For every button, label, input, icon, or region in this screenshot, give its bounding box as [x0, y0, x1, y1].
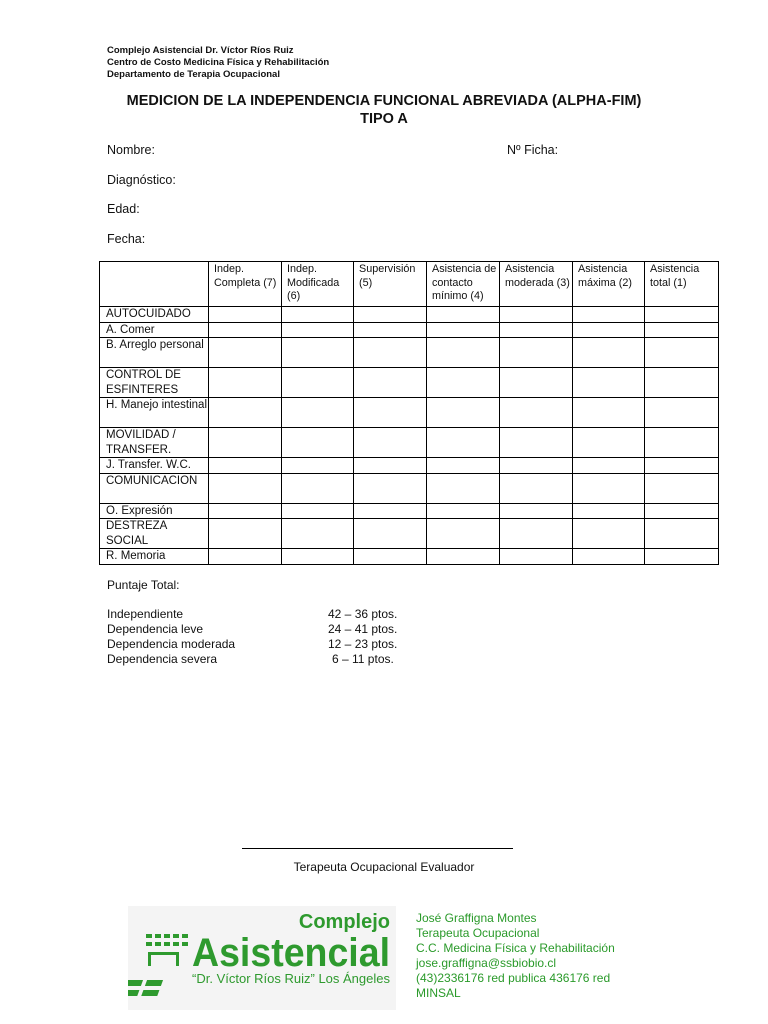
table-row — [100, 549, 719, 565]
institution-header — [107, 45, 329, 81]
table-row — [100, 338, 719, 368]
row-label: CONTROL DE ESFINTERES — [100, 368, 209, 398]
score-cell[interactable] — [209, 398, 282, 428]
score-levels — [107, 607, 235, 667]
score-cell[interactable] — [282, 307, 354, 323]
table-row — [100, 322, 719, 338]
column-header: Asistencia moderada (3) — [500, 262, 573, 307]
score-cell[interactable] — [573, 458, 645, 474]
score-cell[interactable] — [427, 322, 500, 338]
score-cell[interactable] — [209, 428, 282, 458]
score-cell[interactable] — [282, 428, 354, 458]
score-cell[interactable] — [354, 398, 427, 428]
diagnostico-label: Diagnóstico: — [107, 173, 176, 187]
score-cell[interactable] — [427, 398, 500, 428]
column-header: Indep. Completa (7) — [209, 262, 282, 307]
score-cell[interactable] — [282, 549, 354, 565]
score-cell[interactable] — [500, 519, 573, 549]
logo-main-text: Asistencial — [192, 931, 390, 975]
total-score-label: Puntaje Total: — [107, 578, 180, 592]
score-cell[interactable] — [500, 458, 573, 474]
row-label: AUTOCUIDADO — [100, 307, 209, 323]
table-row — [100, 428, 719, 458]
table-row — [100, 398, 719, 428]
score-cell[interactable] — [645, 307, 719, 323]
score-cell[interactable] — [645, 473, 719, 503]
nombre-label: Nombre: — [107, 143, 155, 157]
table-row — [100, 368, 719, 398]
score-cell[interactable] — [282, 322, 354, 338]
level-label: Dependencia leve — [107, 622, 204, 636]
score-cell[interactable] — [500, 338, 573, 368]
contact-role: Terapeuta Ocupacional — [416, 926, 540, 940]
score-cell[interactable] — [209, 503, 282, 519]
score-cell[interactable] — [354, 338, 427, 368]
score-cell[interactable] — [282, 519, 354, 549]
complejo-asistencial-logo — [128, 906, 396, 1010]
score-cell[interactable] — [500, 503, 573, 519]
score-cell[interactable] — [282, 458, 354, 474]
row-label: A. Comer — [100, 322, 209, 338]
header-line-2: Centro de Costo Medicina Física y Rehabilitación — [107, 57, 330, 68]
score-cell[interactable] — [573, 428, 645, 458]
level-range: 42 – 36 ptos. — [328, 607, 398, 621]
score-cell[interactable] — [500, 322, 573, 338]
score-cell[interactable] — [209, 307, 282, 323]
score-cell[interactable] — [209, 549, 282, 565]
score-cell[interactable] — [427, 428, 500, 458]
level-range: 12 – 23 ptos. — [328, 637, 398, 651]
score-cell[interactable] — [573, 307, 645, 323]
level-range: 24 – 41 ptos. — [328, 622, 398, 636]
score-cell[interactable] — [354, 322, 427, 338]
header-line-1: Complejo Asistencial Dr. Víctor Ríos Ruiz — [107, 45, 294, 56]
score-cell[interactable] — [500, 473, 573, 503]
score-cell[interactable] — [645, 458, 719, 474]
contact-phone-2: MINSAL — [416, 986, 461, 1000]
score-cell[interactable] — [427, 338, 500, 368]
row-label: H. Manejo intestinal — [100, 398, 209, 428]
contact-dept: C.C. Medicina Física y Rehabilitación — [416, 941, 615, 955]
score-cell[interactable] — [573, 519, 645, 549]
score-cell[interactable] — [354, 473, 427, 503]
score-cell[interactable] — [354, 307, 427, 323]
score-cell[interactable] — [354, 368, 427, 398]
score-cell[interactable] — [427, 458, 500, 474]
contact-block — [416, 911, 615, 1001]
row-label: DESTREZA SOCIAL — [100, 519, 209, 549]
score-cell[interactable] — [573, 503, 645, 519]
score-ranges — [328, 607, 397, 667]
score-cell[interactable] — [645, 322, 719, 338]
score-cell[interactable] — [573, 368, 645, 398]
score-cell[interactable] — [209, 368, 282, 398]
table-row — [100, 458, 719, 474]
score-cell[interactable] — [500, 549, 573, 565]
row-label: B. Arreglo personal — [100, 338, 209, 368]
level-label: Dependencia severa — [107, 652, 218, 666]
score-cell[interactable] — [645, 428, 719, 458]
contact-name: José Graffigna Montes — [416, 911, 537, 925]
column-header: Supervisión (5) — [354, 262, 427, 307]
score-cell[interactable] — [645, 503, 719, 519]
score-cell[interactable] — [354, 503, 427, 519]
document-title: MEDICION DE LA INDEPENDENCIA FUNCIONAL ABREVIADA (ALPHA-FIM) — [126, 93, 642, 109]
column-header: Asistencia total (1) — [645, 262, 719, 307]
header-line-3: Departamento de Terapia Ocupacional — [107, 69, 280, 80]
row-label: R. Memoria — [100, 549, 209, 565]
signature-label: Terapeuta Ocupacional Evaluador — [293, 860, 475, 874]
document-subtitle: TIPO A — [360, 111, 408, 127]
score-cell[interactable] — [427, 549, 500, 565]
score-cell[interactable] — [500, 398, 573, 428]
score-cell[interactable] — [282, 473, 354, 503]
table-row — [100, 503, 719, 519]
score-cell[interactable] — [209, 338, 282, 368]
score-cell[interactable] — [645, 368, 719, 398]
ficha-label: Nº Ficha: — [507, 143, 559, 157]
score-cell[interactable] — [427, 368, 500, 398]
logo-top-text: Complejo — [298, 911, 390, 933]
score-cell[interactable] — [573, 398, 645, 428]
table-header-row — [100, 262, 719, 307]
score-cell[interactable] — [573, 322, 645, 338]
score-cell[interactable] — [573, 473, 645, 503]
score-cell[interactable] — [573, 338, 645, 368]
score-cell[interactable] — [282, 368, 354, 398]
level-range: 6 – 11 ptos. — [332, 652, 394, 666]
score-cell[interactable] — [427, 307, 500, 323]
score-cell[interactable] — [282, 338, 354, 368]
score-cell[interactable] — [209, 322, 282, 338]
column-header: Asistencia máxima (2) — [573, 262, 645, 307]
row-label: COMUNICACION — [100, 473, 209, 503]
edad-label: Edad: — [107, 202, 140, 216]
score-cell[interactable] — [282, 503, 354, 519]
score-cell[interactable] — [645, 549, 719, 565]
score-cell[interactable] — [645, 338, 719, 368]
column-header: Indep. Modificada (6) — [282, 262, 354, 307]
level-label: Dependencia moderada — [107, 637, 236, 651]
score-cell[interactable] — [427, 519, 500, 549]
fecha-label: Fecha: — [107, 232, 146, 246]
row-label: O. Expresión — [100, 503, 209, 519]
row-label: MOVILIDAD / TRANSFER. — [100, 428, 209, 458]
score-cell[interactable] — [209, 519, 282, 549]
logo-sub-text: “Dr. Víctor Ríos Ruiz” Los Ángeles — [192, 971, 390, 986]
table-row — [100, 307, 719, 323]
column-header: Asistencia de contacto mínimo (4) — [427, 262, 500, 307]
score-cell[interactable] — [354, 519, 427, 549]
row-label: J. Transfer. W.C. — [100, 458, 209, 474]
contact-phone: (43)2336176 red publica 436176 red — [416, 971, 611, 985]
score-cell[interactable] — [645, 519, 719, 549]
score-cell[interactable] — [354, 428, 427, 458]
score-cell[interactable] — [209, 458, 282, 474]
table-row — [100, 473, 719, 503]
score-cell[interactable] — [354, 549, 427, 565]
score-cell[interactable] — [282, 398, 354, 428]
level-label: Independiente — [107, 607, 184, 621]
score-cell[interactable] — [427, 473, 500, 503]
fim-table — [99, 261, 719, 565]
score-cell[interactable] — [573, 549, 645, 565]
score-cell[interactable] — [500, 428, 573, 458]
score-cell[interactable] — [500, 368, 573, 398]
contact-email[interactable]: jose.graffigna@ssbiobio.cl — [416, 956, 557, 970]
signature-line — [242, 848, 513, 849]
score-cell[interactable] — [500, 307, 573, 323]
score-cell[interactable] — [427, 503, 500, 519]
header-corner-cell — [100, 262, 209, 307]
score-cell[interactable] — [354, 458, 427, 474]
score-cell[interactable] — [209, 473, 282, 503]
score-cell[interactable] — [645, 398, 719, 428]
table-row — [100, 519, 719, 549]
